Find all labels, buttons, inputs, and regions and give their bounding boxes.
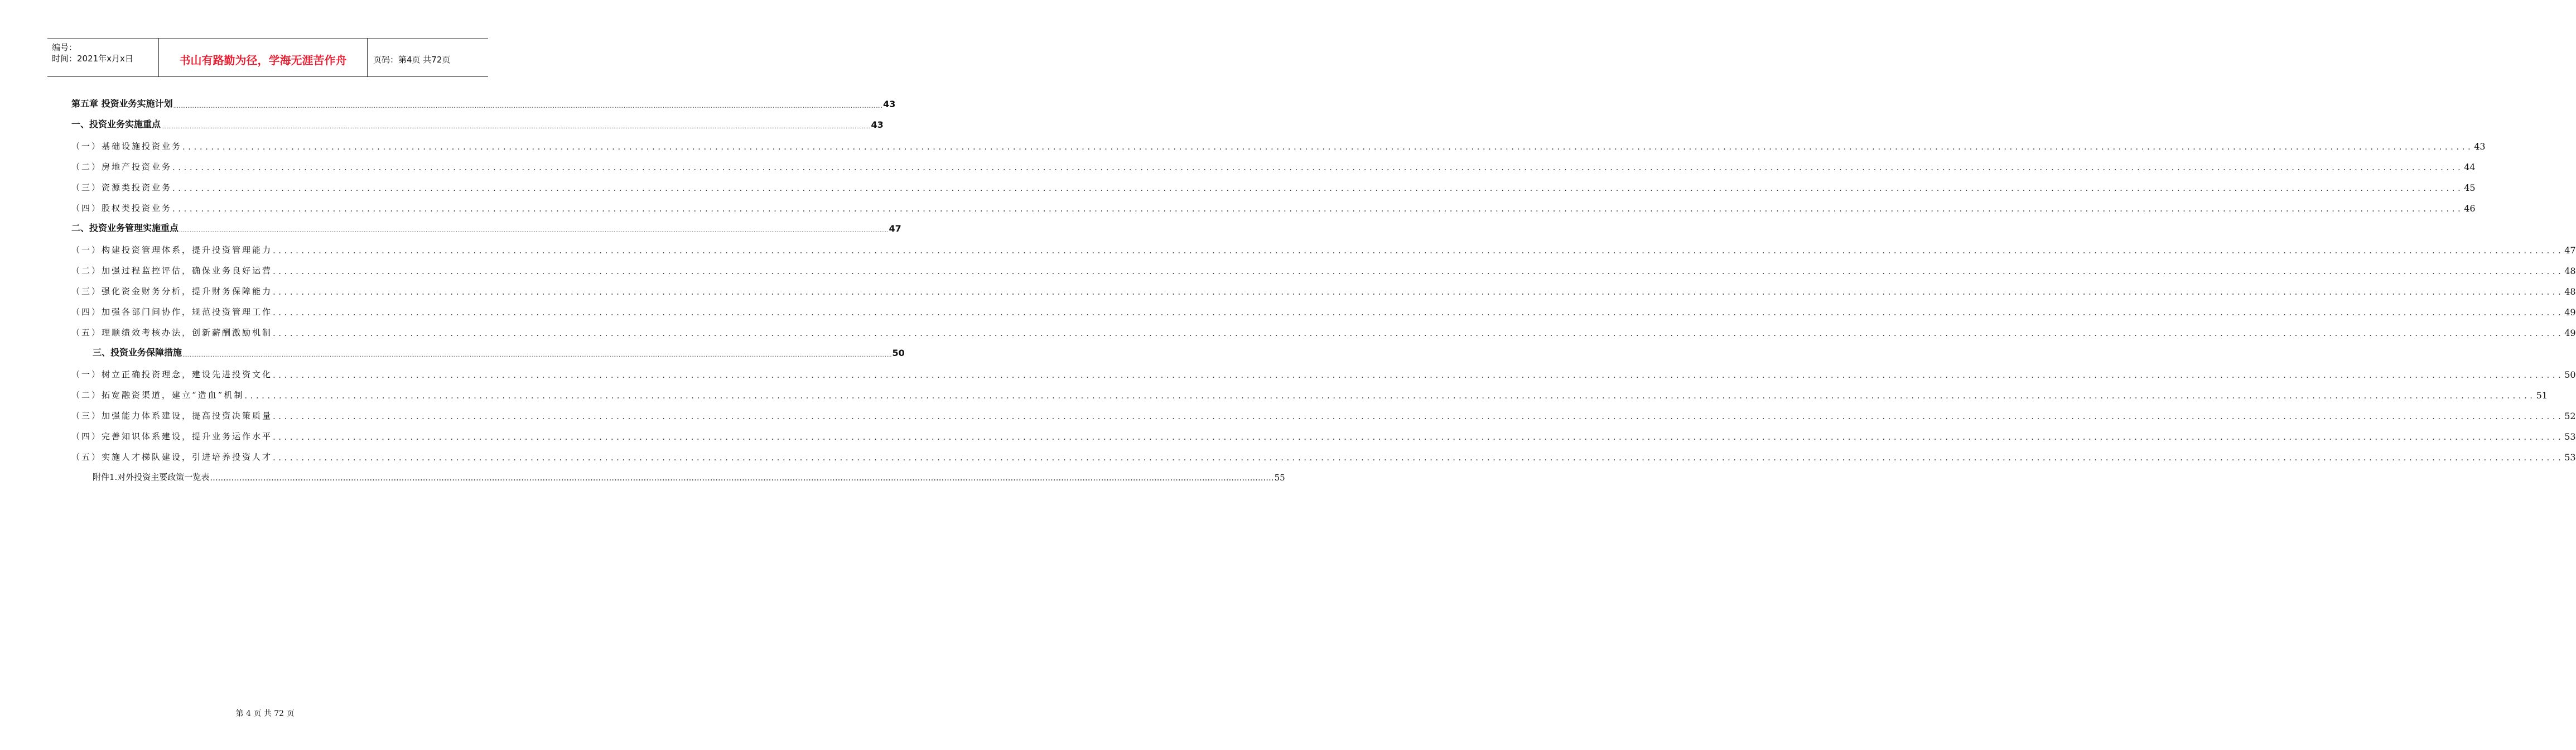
toc-leader: ................................................................................................................................................................................................................................................................................................................................................................................................................ — [210, 473, 1274, 483]
toc-text: （二）加强过程监控评估，确保业务良好运营 — [71, 266, 273, 276]
toc-page: 45 — [2464, 182, 2476, 193]
toc-page: 53 — [2564, 452, 2576, 463]
toc-text: （二）房地产投资业务 — [71, 162, 172, 172]
toc-leader: ................................................................................................................................................................................................................................................................................................................................................................................................................ — [179, 228, 889, 234]
toc-page: 43 — [871, 119, 884, 130]
toc-page: 55 — [1274, 473, 1285, 483]
toc-text: 一、投资业务实施重点 — [71, 119, 161, 129]
toc-entry[interactable] — [71, 448, 2576, 463]
toc-page: 43 — [2474, 141, 2486, 152]
toc-page: 50 — [2564, 369, 2576, 380]
toc-entry[interactable] — [71, 116, 884, 130]
toc-text: （五）实施人才梯队建设，引进培养投资人才 — [71, 452, 273, 462]
toc-leader: ................................................................................................................................................................................................................................................................................................................................................................................................................ — [172, 204, 2464, 214]
toc-page: 46 — [2464, 203, 2476, 214]
toc-text: （一）构建投资管理体系，提升投资管理能力 — [71, 245, 273, 255]
toc-text: （五）理顺绩效考核办法，创新薪酬激励机制 — [71, 328, 273, 338]
toc-text: （三）资源类投资业务 — [71, 182, 172, 193]
toc-text: （四）完善知识体系建设，提升业务运作水平 — [71, 431, 273, 441]
toc-leader: ................................................................................................................................................................................................................................................................................................................................................................................................................ — [273, 287, 2564, 297]
toc-entry[interactable] — [71, 366, 2576, 380]
toc-text: （三）加强能力体系建设，提高投资决策质量 — [71, 411, 273, 421]
toc-entry[interactable] — [71, 386, 2548, 401]
toc-leader: ................................................................................................................................................................................................................................................................................................................................................................................................................ — [244, 391, 2536, 401]
toc-entry[interactable] — [71, 95, 896, 109]
toc-text: （一）基础设施投资业务 — [71, 141, 182, 151]
toc-entry[interactable] — [71, 137, 2486, 152]
toc-page: 52 — [2564, 411, 2576, 421]
page-footer: 第 4 页 共 72 页 — [235, 709, 295, 718]
toc-leader: ................................................................................................................................................................................................................................................................................................................................................................................................................ — [172, 183, 2464, 193]
toc-leader: ................................................................................................................................................................................................................................................................................................................................................................................................................ — [161, 124, 871, 130]
toc-page: 44 — [2464, 162, 2476, 172]
toc-page: 48 — [2564, 266, 2576, 276]
toc-text: （四）加强各部门间协作，规范投资管理工作 — [71, 307, 273, 317]
toc-entry[interactable] — [71, 199, 2476, 214]
toc-text: （三）强化资金财务分析，提升财务保障能力 — [71, 286, 273, 296]
toc-leader: ................................................................................................................................................................................................................................................................................................................................................................................................................ — [273, 307, 2564, 318]
toc-entry[interactable] — [71, 282, 2576, 297]
toc-entry[interactable] — [71, 219, 901, 234]
toc-entry[interactable] — [71, 427, 2576, 442]
header-page-cell — [368, 39, 488, 76]
toc-page: 53 — [2564, 431, 2576, 442]
toc-page: 50 — [892, 348, 905, 358]
toc-text: （四）股权类投资业务 — [71, 203, 172, 213]
toc-entry[interactable] — [93, 468, 1285, 483]
toc-leader: ................................................................................................................................................................................................................................................................................................................................................................................................................ — [273, 246, 2564, 256]
header-motto-cell — [159, 39, 368, 76]
toc-entry[interactable] — [71, 158, 2476, 172]
toc-entry[interactable] — [71, 303, 2576, 318]
toc-page: 48 — [2564, 286, 2576, 297]
toc-entry[interactable] — [71, 179, 2476, 193]
toc-leader: ................................................................................................................................................................................................................................................................................................................................................................................................................ — [273, 370, 2564, 380]
toc-entry[interactable] — [71, 324, 2576, 338]
toc-entry[interactable] — [71, 262, 2576, 276]
toc-leader: ................................................................................................................................................................................................................................................................................................................................................................................................................ — [172, 162, 2464, 172]
header-meta — [47, 39, 159, 76]
time-label: 时间：2021年x月x日 — [52, 54, 133, 64]
toc-page: 49 — [2564, 328, 2576, 338]
toc-entry[interactable] — [93, 344, 905, 358]
toc-entry[interactable] — [71, 241, 2576, 256]
toc-leader: ................................................................................................................................................................................................................................................................................................................................................................................................................ — [273, 266, 2564, 276]
toc-text: 第五章 投资业务实施计划 — [71, 98, 173, 109]
toc-leader: ................................................................................................................................................................................................................................................................................................................................................................................................................ — [273, 432, 2564, 442]
toc-leader: ................................................................................................................................................................................................................................................................................................................................................................................................................ — [273, 328, 2564, 338]
toc-page: 47 — [2564, 245, 2576, 256]
toc-text: （二）拓宽融资渠道，建立“造血”机制 — [71, 390, 244, 400]
toc-text: 三、投资业务保障措施 — [93, 347, 182, 358]
toc-leader: ................................................................................................................................................................................................................................................................................................................................................................................................................ — [173, 103, 883, 109]
toc-leader: ................................................................................................................................................................................................................................................................................................................................................................................................................ — [182, 142, 2474, 152]
number-label: 编号： — [52, 42, 78, 52]
toc-text: 二、投资业务管理实施重点 — [71, 223, 179, 233]
toc-text: （一）树立正确投资理念，建设先进投资文化 — [71, 369, 273, 379]
toc-page: 49 — [2564, 307, 2576, 318]
toc-page: 51 — [2536, 390, 2548, 401]
motto: 书山有路勤为径，学海无涯苦作舟 — [179, 53, 347, 67]
toc-leader: ................................................................................................................................................................................................................................................................................................................................................................................................................ — [273, 411, 2564, 421]
toc-page: 47 — [889, 223, 901, 234]
toc-page: 43 — [883, 99, 896, 109]
toc-leader: ................................................................................................................................................................................................................................................................................................................................................................................................................ — [273, 453, 2564, 463]
page-header — [47, 38, 488, 77]
toc-leader: ................................................................................................................................................................................................................................................................................................................................................................................................................ — [182, 352, 892, 358]
page-info: 页码：第4页 共72页 — [373, 54, 451, 65]
toc-text: 附件1.对外投资主要政策一览表 — [93, 472, 210, 482]
toc-entry[interactable] — [71, 407, 2576, 421]
